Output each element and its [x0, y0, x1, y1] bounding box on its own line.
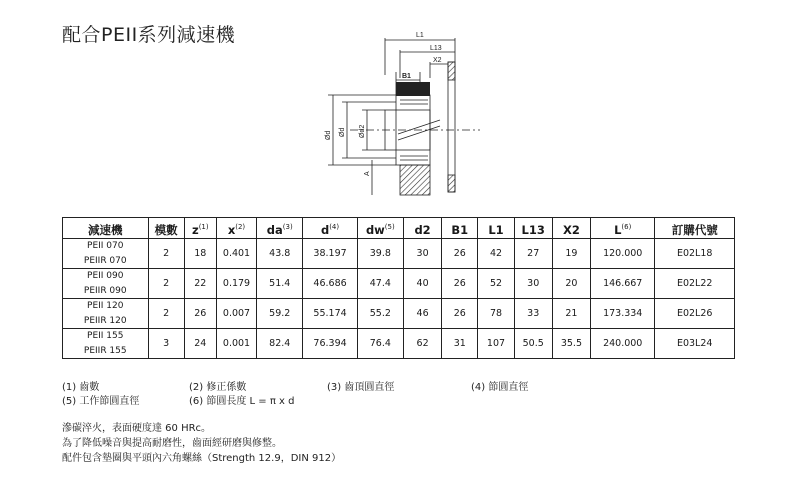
- table-cell: 146.667: [591, 269, 655, 299]
- note-5: (5) 工作節圓直徑: [62, 396, 140, 407]
- table-cell: 76.4: [357, 329, 403, 359]
- label-d: Ød: [339, 127, 346, 137]
- model-cell: PEII 155 PEIIR 155: [63, 329, 149, 359]
- table-cell: 62: [403, 329, 441, 359]
- label-a: A: [364, 171, 371, 176]
- table-cell: 0.001: [216, 329, 256, 359]
- table-cell: 76.394: [303, 329, 357, 359]
- page-title: 配合PEII系列減速機: [62, 24, 236, 46]
- header-b1: B1: [442, 218, 478, 239]
- label-l1: L1: [416, 32, 424, 39]
- header-module: 模數: [148, 218, 184, 239]
- hardening-note: 滲碳淬火，表面硬度達 60 HRc。: [62, 423, 212, 434]
- header-z: $z^{(1)}$: [184, 218, 216, 239]
- table-cell: 3: [148, 329, 184, 359]
- table-cell: 35.5: [552, 329, 590, 359]
- note-2: (2) 修正係數: [189, 382, 247, 393]
- note-4: (4) 節圓直徑: [471, 382, 529, 393]
- table-cell: 18: [184, 239, 216, 269]
- table-cell: 46.686: [303, 269, 357, 299]
- table-row: [63, 269, 735, 299]
- header-x2: X2: [552, 218, 590, 239]
- table-cell: 240.000: [591, 329, 655, 359]
- spec-notes: [62, 421, 341, 466]
- header-da: $da^{(3)}$: [257, 218, 303, 239]
- label-b1: B1: [402, 73, 411, 80]
- table-cell: 173.334: [591, 299, 655, 329]
- table-cell: 55.2: [357, 299, 403, 329]
- table-row: [63, 239, 735, 269]
- table-cell: 59.2: [257, 299, 303, 329]
- model-cell: PEII 090 PEIIR 090: [63, 269, 149, 299]
- model-cell: PEII 070 PEIIR 070: [63, 239, 149, 269]
- table-cell: 51.4: [257, 269, 303, 299]
- gear-section-hatch: [400, 165, 430, 195]
- table-cell: 46: [403, 299, 441, 329]
- table-row: [63, 329, 735, 359]
- flange-hatch-top: [448, 62, 455, 80]
- table-cell: E02L26: [655, 299, 735, 329]
- table-cell: 2: [148, 269, 184, 299]
- spec-table: [62, 217, 735, 359]
- table-cell: 50.5: [514, 329, 552, 359]
- header-l1: L1: [478, 218, 514, 239]
- table-cell: 24: [184, 329, 216, 359]
- table-cell: 55.174: [303, 299, 357, 329]
- table-cell: 120.000: [591, 239, 655, 269]
- table-row: [63, 299, 735, 329]
- table-cell: 52: [478, 269, 514, 299]
- table-cell: 26: [442, 269, 478, 299]
- label-l13: L13: [430, 45, 442, 52]
- label-x2: X2: [433, 57, 442, 64]
- header-l13: L13: [514, 218, 552, 239]
- table-header-row: [63, 218, 735, 239]
- note-6: (6) 節圓長度 L = π x d: [189, 396, 295, 407]
- grinding-note: 為了降低噪音與提高耐磨性，齒面經研磨與修整。: [62, 438, 282, 449]
- table-cell: 19: [552, 239, 590, 269]
- table-cell: 47.4: [357, 269, 403, 299]
- header-dw: $dw^{(5)}$: [357, 218, 403, 239]
- table-cell: 78: [478, 299, 514, 329]
- table-cell: 0.401: [216, 239, 256, 269]
- table-cell: 38.197: [303, 239, 357, 269]
- table-cell: 22: [184, 269, 216, 299]
- header-x: $x^{(2)}$: [216, 218, 256, 239]
- table-cell: 40: [403, 269, 441, 299]
- pinion-drawing: [0, 0, 810, 210]
- header-l: $L^{(6)}$: [591, 218, 655, 239]
- label-da: Ød: [325, 130, 332, 140]
- header-d2: d2: [403, 218, 441, 239]
- table-cell: 26: [442, 239, 478, 269]
- footnotes: [62, 378, 762, 406]
- accessory-note: 配件包含墊圈與平頭內六角螺絲（Strength 12.9，DIN 912）: [62, 453, 342, 464]
- table-cell: E02L18: [655, 239, 735, 269]
- label-d2: Ød2: [359, 124, 366, 138]
- table-cell: 0.007: [216, 299, 256, 329]
- table-cell: 107: [478, 329, 514, 359]
- gear-teeth-top: [396, 82, 430, 96]
- table-cell: 82.4: [257, 329, 303, 359]
- table-cell: 2: [148, 239, 184, 269]
- table-cell: 33: [514, 299, 552, 329]
- model-cell: PEII 120 PEIIR 120: [63, 299, 149, 329]
- note-1: (1) 齒數: [62, 382, 100, 393]
- table-cell: 31: [442, 329, 478, 359]
- table-cell: 2: [148, 299, 184, 329]
- note-3: (3) 齒頂圓直徑: [327, 382, 395, 393]
- table-cell: 42: [478, 239, 514, 269]
- header-reducer: 減速機: [63, 218, 149, 239]
- table-cell: 27: [514, 239, 552, 269]
- table-cell: 0.179: [216, 269, 256, 299]
- header-order-code: 訂購代號: [655, 218, 735, 239]
- table-cell: 39.8: [357, 239, 403, 269]
- table-cell: 21: [552, 299, 590, 329]
- table-cell: 26: [184, 299, 216, 329]
- table-cell: 43.8: [257, 239, 303, 269]
- table-cell: 26: [442, 299, 478, 329]
- table-cell: 20: [552, 269, 590, 299]
- table-cell: E02L22: [655, 269, 735, 299]
- flange-hatch-bottom: [448, 175, 455, 192]
- table-cell: 30: [403, 239, 441, 269]
- table-cell: E03L24: [655, 329, 735, 359]
- header-d: $d^{(4)}$: [303, 218, 357, 239]
- table-cell: 30: [514, 269, 552, 299]
